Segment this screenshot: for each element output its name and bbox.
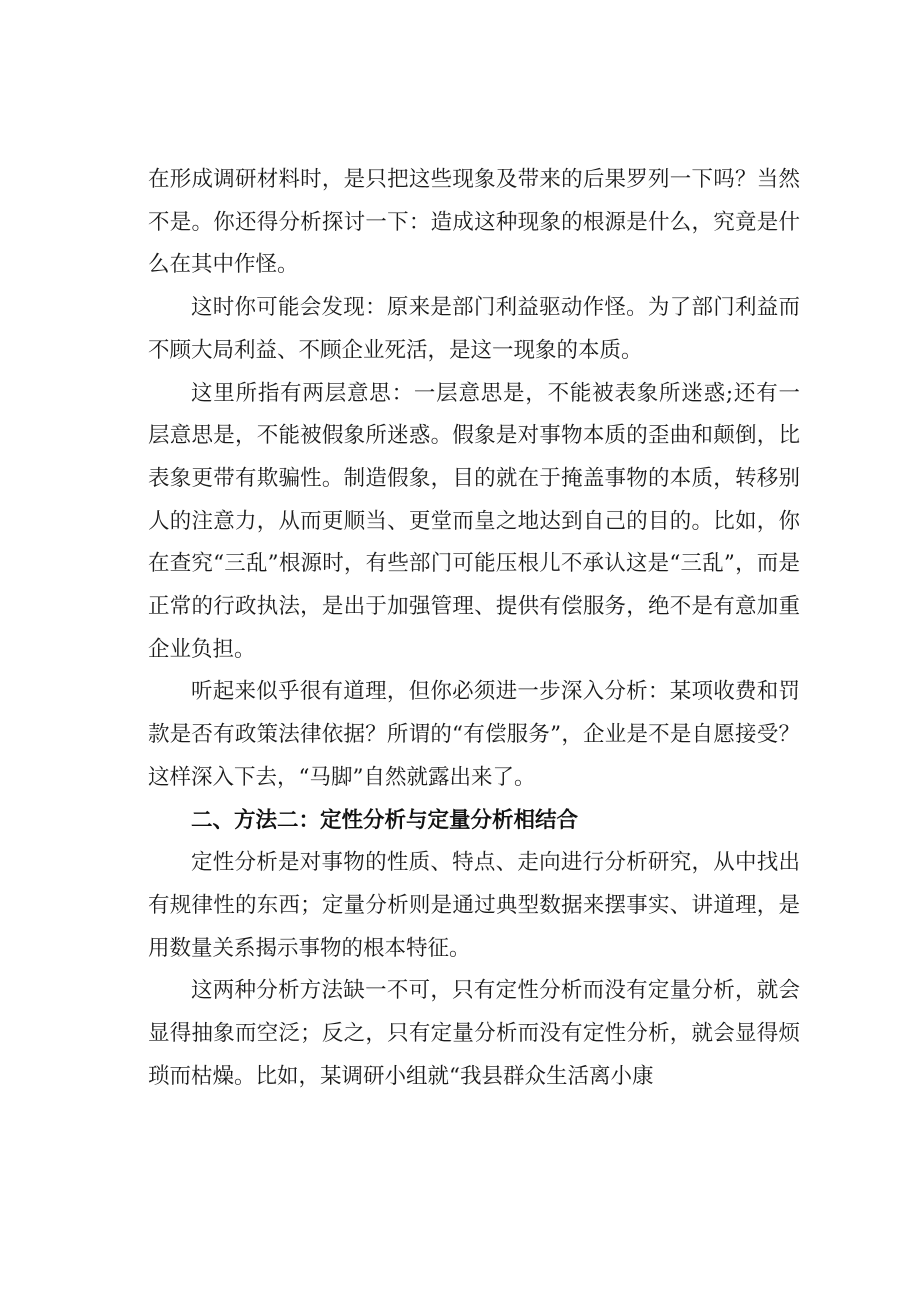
section-heading: 二、方法二：定性分析与定量分析相结合: [191, 807, 579, 833]
paragraph-3: 这里所指有两层意思：一层意思是，不能被表象所迷惑;还有一层意思是，不能被假象所迷惑。假象是对事物本质的歪曲和颠倒，比表象更带有欺骗性。制造假象，目的就在于掩盖事物的本质，转移别人的注意力，从而更顺当、更堂而皇之地达到自己的目的。比如，你在查究“三乱”根源时，有些部门可能压根儿不承认这是“三乱”，而是正常的行政执法，是出于加强管理、提供有偿服务，绝不是有意加重企业负担。: [148, 380, 800, 662]
document-body: [148, 159, 800, 1098]
paragraph-1: 在形成调研材料时，是只把这些现象及带来的后果罗列一下吗？当然不是。你还得分析探讨一下：造成这种现象的根源是什么，究竟是什么在其中作怪。: [148, 167, 800, 278]
paragraph-4: 听起来似乎很有道理，但你必须进一步深入分析：某项收费和罚款是否有政策法律依据？所谓的“有偿服务”，企业是不是自愿接受？这样深入下去，“马脚”自然就露出来了。: [148, 679, 800, 790]
paragraph-5: 定性分析是对事物的性质、特点、走向进行分析研究，从中找出有规律性的东西；定量分析则是通过典型数据来摆事实、讲道理，是用数量关系揭示事物的根本特征。: [148, 850, 800, 961]
paragraph-6: 这两种分析方法缺一不可，只有定性分析而没有定量分析，就会显得抽象而空泛；反之，只有定量分析而没有定性分析，就会显得烦琐而枯燥。比如，某调研小组就“我县群众生活离小康: [148, 978, 800, 1089]
paragraph-2: 这时你可能会发现：原来是部门利益驱动作怪。为了部门利益而不顾大局利益、不顾企业死活，是这一现象的本质。: [148, 295, 800, 363]
